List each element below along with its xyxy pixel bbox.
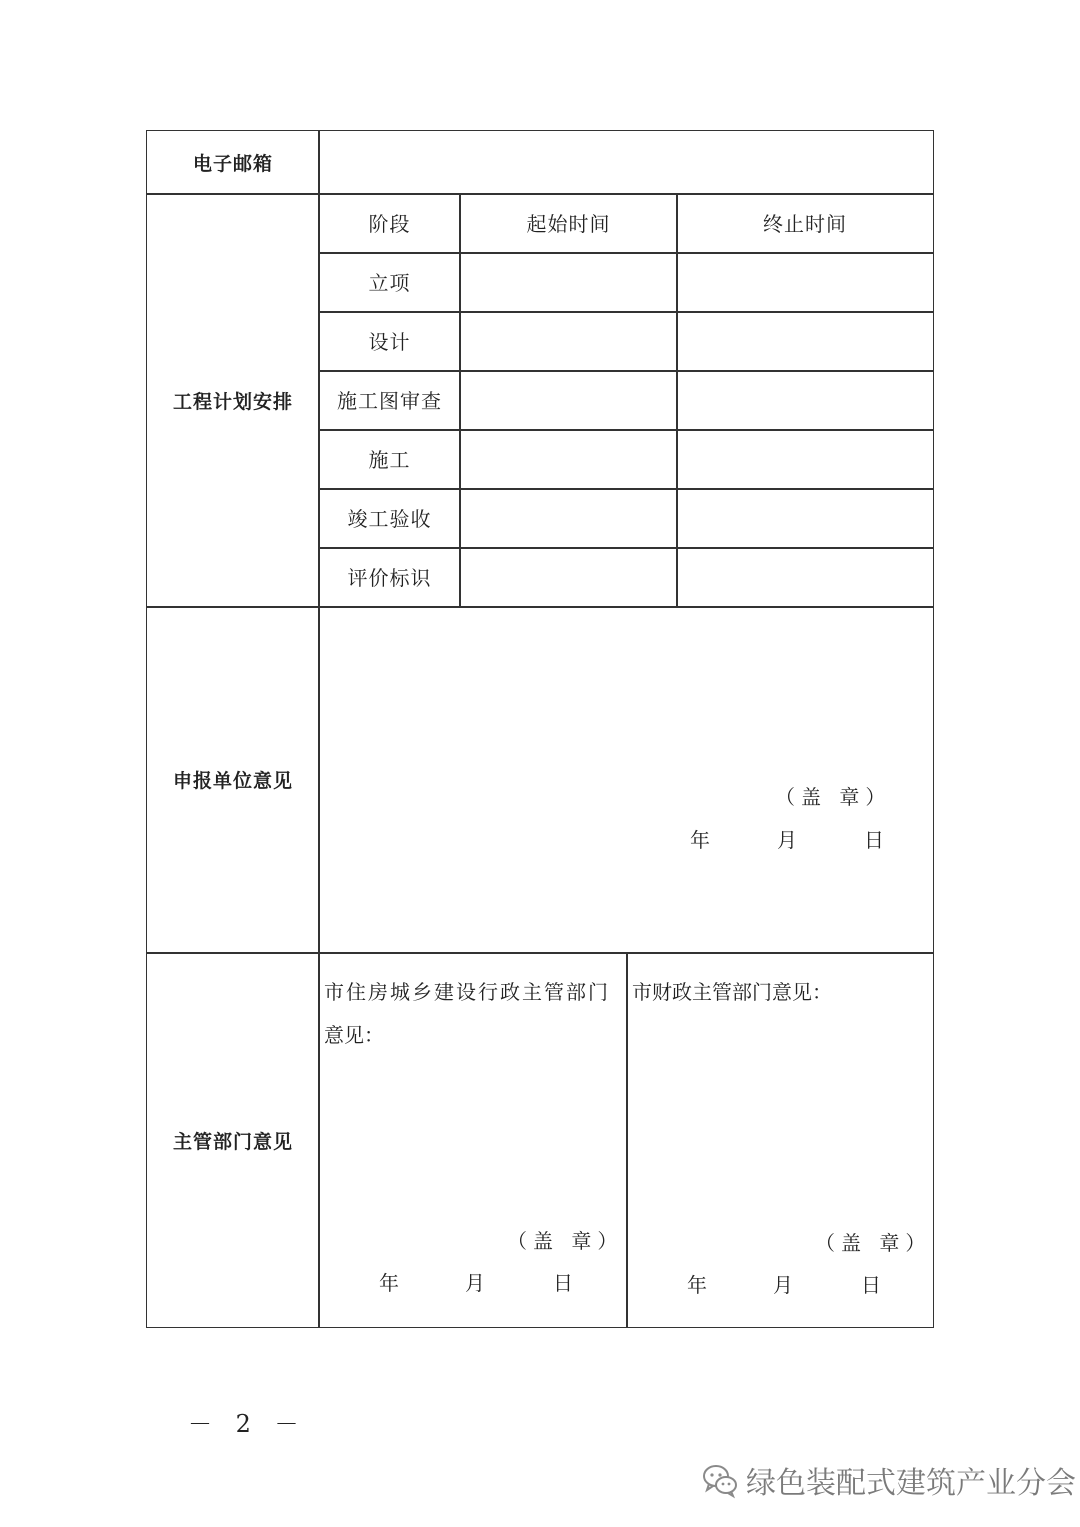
page-number: － 2 － [188,1410,307,1438]
plan-header-stage: 阶段 [368,212,411,236]
column-divider [676,193,678,607]
housing-date-month: 月 [465,1271,485,1295]
finance-date-month: 月 [773,1273,793,1297]
housing-opinion-suffix: 意见： [324,1023,384,1047]
application-form [146,130,934,1328]
column-divider [626,952,628,1327]
applicant-date-day: 日 [864,828,884,852]
plan-stage-label: 施工 [368,448,411,472]
applicant-seal: （盖 章） [775,785,892,809]
wechat-icon [700,1460,740,1500]
housing-seal: （盖 章） [507,1229,624,1253]
finance-date-year: 年 [687,1273,707,1297]
plan-label: 工程计划安排 [172,390,293,413]
housing-date-day: 日 [553,1271,573,1295]
housing-opinion-title: 市住房城乡建设行政主管部门 [324,980,610,1004]
email-label: 电子邮箱 [192,152,273,175]
plan-stage-label: 立项 [368,271,411,295]
plan-header-start: 起始时间 [526,212,611,236]
plan-header-end: 终止时间 [763,212,847,236]
finance-opinion-title: 市财政主管部门意见： [632,980,832,1004]
applicant-opinion-label: 申报单位意见 [172,770,293,792]
housing-date-year: 年 [379,1271,399,1295]
plan-stage-label: 施工图审查 [337,389,442,413]
plan-stage-label: 竣工验收 [347,507,432,531]
authority-opinion-label: 主管部门意见 [172,1130,293,1153]
applicant-date-month: 月 [777,828,797,852]
email-field[interactable] [320,131,933,193]
plan-stage-label: 评价标识 [347,566,432,590]
plan-stage-label: 设计 [368,330,411,354]
finance-date-day: 日 [861,1273,881,1297]
finance-seal: （盖 章） [815,1231,932,1255]
watermark [700,1458,1076,1502]
watermark-text: 绿色装配式建筑产业分会 [746,1466,1076,1501]
applicant-date-year: 年 [690,828,710,852]
